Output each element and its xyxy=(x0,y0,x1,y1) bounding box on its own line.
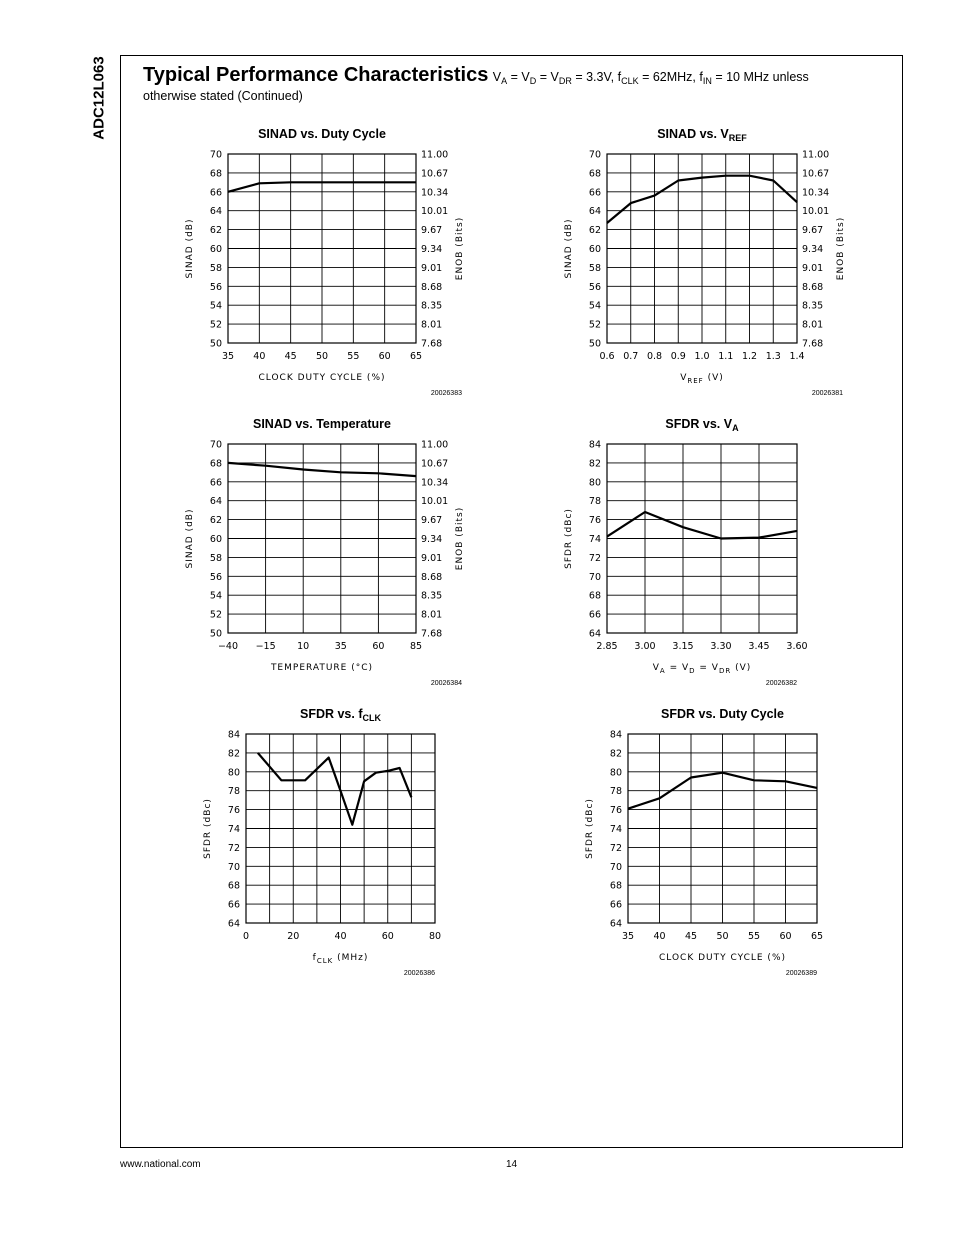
y2-tick-label: 9.34 xyxy=(802,244,824,255)
y2-tick-label: 11.00 xyxy=(421,149,449,161)
x-tick-label: 3.60 xyxy=(786,641,808,652)
y-axis-label: SFDR (dBc) xyxy=(203,798,213,859)
chart-sfdr-vs-fclk xyxy=(190,698,490,983)
y-tick-label: 76 xyxy=(227,805,240,817)
y-tick-label: 68 xyxy=(209,168,222,180)
y-tick-label: 58 xyxy=(588,262,601,274)
x-tick-label: 55 xyxy=(747,931,761,942)
figure-code: 20026389 xyxy=(785,970,817,977)
y2-tick-label: 10.01 xyxy=(421,496,449,508)
y2-tick-label: 10.01 xyxy=(421,206,449,218)
y-tick-label: 60 xyxy=(209,244,222,255)
y-tick-label: 82 xyxy=(588,458,601,470)
figure-code: 20026383 xyxy=(430,390,462,397)
y2-tick-label: 11.00 xyxy=(421,439,449,451)
y2-tick-label: 10.67 xyxy=(421,458,449,470)
y-axis-label: SINAD (dB) xyxy=(185,508,195,569)
x-tick-label: 0.9 xyxy=(670,351,686,362)
x-tick-label: 65 xyxy=(810,931,824,942)
chart-grid xyxy=(228,444,416,633)
y-tick-label: 68 xyxy=(588,168,601,180)
x-tick-label: 60 xyxy=(372,641,385,652)
x-axis-label: CLOCK DUTY CYCLE (%) xyxy=(658,953,787,963)
y-tick-label: 58 xyxy=(209,552,222,564)
x-tick-label: 3.00 xyxy=(634,641,656,652)
y-tick-label: 60 xyxy=(588,244,601,255)
chart-title: SINAD vs. Temperature xyxy=(252,417,392,431)
chart-grid xyxy=(246,734,435,923)
y2-tick-label: 8.35 xyxy=(802,300,824,312)
y-tick-label: 64 xyxy=(209,206,222,218)
y2-tick-label: 7.68 xyxy=(802,338,824,350)
y-tick-label: 74 xyxy=(609,824,622,835)
y-tick-label: 82 xyxy=(609,748,622,760)
section-header xyxy=(143,64,883,103)
y2-tick-label: 9.01 xyxy=(421,262,443,274)
y-tick-label: 68 xyxy=(227,880,240,892)
x-tick-label: 1.1 xyxy=(718,351,734,362)
y2-tick-label: 10.67 xyxy=(802,168,830,180)
y-tick-label: 84 xyxy=(609,729,622,741)
page-number: 14 xyxy=(506,1159,518,1170)
x-axis-label: $V_A = V_D = V_{DR}$ (V) xyxy=(652,663,752,675)
y-tick-label: 78 xyxy=(227,786,240,798)
chart-sinad-vs-vref xyxy=(555,118,855,403)
x-tick-label: 45 xyxy=(284,351,297,362)
y-tick-label: 76 xyxy=(609,805,622,817)
y-tick-label: 60 xyxy=(209,534,222,545)
chart-svg xyxy=(190,698,490,983)
x-tick-label: 80 xyxy=(428,931,442,942)
section-title: Typical Performance Characteristics xyxy=(143,64,489,86)
footer-url: www.national.com xyxy=(120,1159,201,1170)
y-tick-label: 54 xyxy=(588,300,601,312)
y-tick-label: 50 xyxy=(588,338,601,350)
x-tick-label: 55 xyxy=(347,351,360,362)
y2-tick-label: 8.68 xyxy=(421,281,443,293)
y-axis-label: SINAD (dB) xyxy=(564,218,574,279)
x-tick-label: 20 xyxy=(287,931,300,942)
y2-tick-label: 10.67 xyxy=(421,168,449,180)
chart-sfdr-vs-duty-cycle xyxy=(572,698,872,983)
y-tick-label: 84 xyxy=(588,439,601,451)
y-tick-label: 62 xyxy=(209,225,222,237)
x-tick-label: 0.6 xyxy=(599,351,615,362)
y-tick-label: 58 xyxy=(209,262,222,274)
chart-svg xyxy=(555,118,855,403)
y2-axis-label: ENOB (Bits) xyxy=(455,506,465,571)
y-tick-label: 66 xyxy=(588,187,601,199)
x-tick-label: 0 xyxy=(242,931,250,942)
y-tick-label: 70 xyxy=(588,149,601,161)
y2-tick-label: 9.34 xyxy=(421,534,443,545)
figure-code: 20026386 xyxy=(403,970,435,977)
y-tick-label: 56 xyxy=(209,571,222,583)
x-tick-label: 50 xyxy=(716,931,729,942)
y2-tick-label: 9.67 xyxy=(421,515,443,527)
chart-grid xyxy=(607,444,797,633)
y2-tick-label: 8.68 xyxy=(802,281,824,293)
y-tick-label: 68 xyxy=(209,458,222,470)
y2-tick-label: 11.00 xyxy=(802,149,830,161)
y-tick-label: 70 xyxy=(588,571,601,583)
x-tick-label: 45 xyxy=(684,931,698,942)
y-axis-label: SINAD (dB) xyxy=(185,218,195,279)
part-number-text: ADC12L063 xyxy=(90,56,108,140)
y-tick-label: 74 xyxy=(588,534,601,545)
y-tick-label: 64 xyxy=(209,496,222,508)
x-axis-label: $f_{CLK}$ (MHz) xyxy=(312,953,369,965)
y-tick-label: 80 xyxy=(227,767,240,779)
y2-tick-label: 9.01 xyxy=(421,552,443,564)
y-tick-label: 76 xyxy=(588,515,601,527)
y2-tick-label: 10.01 xyxy=(802,206,830,218)
x-tick-label: 1.0 xyxy=(694,351,710,362)
y2-tick-label: 9.67 xyxy=(421,225,443,237)
y-tick-label: 68 xyxy=(609,880,622,892)
x-tick-label: 50 xyxy=(315,351,329,362)
x-tick-label: 35 xyxy=(221,351,235,362)
conditions-text: $V_A = V_D = V_{DR} = 3.3V$, $f_{CLK} = 62MHz$, $f_{IN} = 10$ MHz unless xyxy=(492,70,809,86)
y-tick-label: 52 xyxy=(588,319,601,331)
y-tick-label: 78 xyxy=(588,496,601,508)
y-tick-label: 66 xyxy=(609,899,622,911)
series-line xyxy=(228,463,416,476)
x-tick-label: 65 xyxy=(409,351,423,362)
y2-tick-label: 8.01 xyxy=(802,319,824,331)
x-tick-label: 10 xyxy=(297,641,310,652)
figure-code: 20026382 xyxy=(765,680,797,687)
x-tick-label: 3.15 xyxy=(672,641,694,652)
y2-tick-label: 10.34 xyxy=(802,187,830,199)
y-tick-label: 80 xyxy=(609,767,622,779)
x-tick-label: −40 xyxy=(217,641,239,652)
y2-tick-label: 8.01 xyxy=(421,319,443,331)
y-tick-label: 78 xyxy=(609,786,622,798)
x-axis-label: $V_{REF}$ (V) xyxy=(680,373,724,385)
x-tick-label: 35 xyxy=(334,641,347,652)
conditions-text-line2: otherwise stated (Continued) xyxy=(143,89,303,103)
x-tick-label: 85 xyxy=(409,641,423,652)
y-tick-label: 54 xyxy=(209,590,222,602)
x-tick-label: 1.3 xyxy=(765,351,781,362)
chart-sfdr-vs-va xyxy=(555,408,855,693)
x-tick-label: 3.45 xyxy=(748,641,770,652)
x-axis-label: CLOCK DUTY CYCLE (%) xyxy=(258,373,386,383)
chart-svg xyxy=(572,698,872,983)
chart-sinad-vs-duty-cycle xyxy=(170,118,470,403)
chart-title: SINAD vs. $V_{REF}$ xyxy=(657,127,747,143)
y-tick-label: 64 xyxy=(609,918,622,930)
figure-code: 20026384 xyxy=(430,680,462,687)
x-tick-label: 60 xyxy=(381,931,394,942)
chart-svg xyxy=(555,408,855,693)
chart-title: SINAD vs. Duty Cycle xyxy=(258,127,386,141)
y-tick-label: 66 xyxy=(209,477,222,489)
y-tick-label: 66 xyxy=(588,609,601,621)
chart-title: SFDR vs. $f_{CLK}$ xyxy=(299,707,382,723)
y2-axis-label: ENOB (Bits) xyxy=(836,216,846,281)
x-tick-label: 1.2 xyxy=(741,351,758,362)
chart-svg xyxy=(170,118,470,403)
y-tick-label: 72 xyxy=(588,552,601,564)
y2-tick-label: 8.01 xyxy=(421,609,443,621)
y-tick-label: 80 xyxy=(588,477,601,489)
y2-tick-label: 10.34 xyxy=(421,477,449,489)
x-tick-label: 1.4 xyxy=(789,351,805,362)
y-tick-label: 70 xyxy=(209,439,222,451)
y2-tick-label: 10.34 xyxy=(421,187,449,199)
part-number-label xyxy=(74,52,124,144)
x-tick-label: 40 xyxy=(653,931,666,942)
x-tick-label: 2.85 xyxy=(596,641,618,652)
chart-grid xyxy=(607,154,797,343)
y2-tick-label: 7.68 xyxy=(421,338,443,350)
x-tick-label: 35 xyxy=(621,931,635,942)
y-tick-label: 62 xyxy=(588,225,601,237)
y-tick-label: 52 xyxy=(209,319,222,331)
y-tick-label: 70 xyxy=(209,149,222,161)
x-tick-label: 40 xyxy=(334,931,347,942)
x-tick-label: 0.8 xyxy=(646,351,663,362)
y-tick-label: 66 xyxy=(209,187,222,199)
y-tick-label: 66 xyxy=(227,899,240,911)
chart-grid xyxy=(628,734,817,923)
y-tick-label: 62 xyxy=(209,515,222,527)
chart-sinad-vs-temperature xyxy=(170,408,470,693)
y-axis-label: SFDR (dBc) xyxy=(585,798,595,859)
y-tick-label: 72 xyxy=(227,842,240,854)
y-tick-label: 84 xyxy=(227,729,240,741)
y-tick-label: 50 xyxy=(209,338,222,350)
y2-tick-label: 8.35 xyxy=(421,590,443,602)
y-tick-label: 74 xyxy=(227,824,240,835)
y-tick-label: 56 xyxy=(588,281,601,293)
x-tick-label: −15 xyxy=(255,641,276,652)
x-tick-label: 60 xyxy=(779,931,792,942)
y2-tick-label: 9.01 xyxy=(802,262,824,274)
x-axis-label: TEMPERATURE (°C) xyxy=(270,663,374,673)
chart-svg xyxy=(170,408,470,693)
y-tick-label: 68 xyxy=(588,590,601,602)
figure-code: 20026381 xyxy=(811,390,843,397)
y2-tick-label: 7.68 xyxy=(421,628,443,640)
y-tick-label: 70 xyxy=(227,861,240,873)
x-tick-label: 0.7 xyxy=(623,351,639,362)
x-tick-label: 3.30 xyxy=(710,641,732,652)
y2-tick-label: 9.67 xyxy=(802,225,824,237)
y-tick-label: 56 xyxy=(209,281,222,293)
y-axis-label: SFDR (dBc) xyxy=(564,508,574,569)
y-tick-label: 52 xyxy=(209,609,222,621)
y2-axis-label: ENOB (Bits) xyxy=(455,216,465,281)
y-tick-label: 64 xyxy=(588,206,601,218)
series-line xyxy=(258,753,412,825)
y2-tick-label: 8.68 xyxy=(421,571,443,583)
x-tick-label: 40 xyxy=(253,351,266,362)
series-line xyxy=(607,512,797,539)
y-tick-label: 64 xyxy=(227,918,240,930)
chart-title: SFDR vs. $V_A$ xyxy=(665,417,739,433)
chart-title: SFDR vs. Duty Cycle xyxy=(661,707,784,721)
y-tick-label: 82 xyxy=(227,748,240,760)
y2-tick-label: 8.35 xyxy=(421,300,443,312)
y-tick-label: 54 xyxy=(209,300,222,312)
x-tick-label: 60 xyxy=(378,351,391,362)
y-tick-label: 64 xyxy=(588,628,601,640)
y-tick-label: 70 xyxy=(609,861,622,873)
y2-tick-label: 9.34 xyxy=(421,244,443,255)
y-tick-label: 50 xyxy=(209,628,222,640)
y-tick-label: 72 xyxy=(609,842,622,854)
